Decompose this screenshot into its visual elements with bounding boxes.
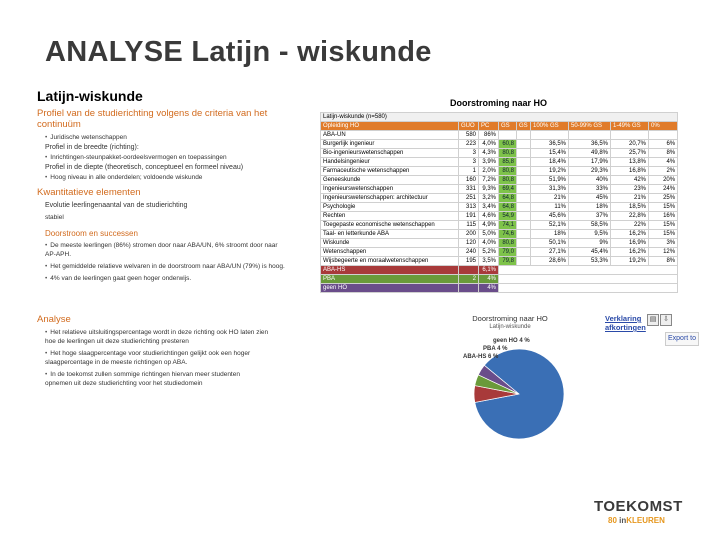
table-column-header: 0% (649, 122, 678, 131)
table-cell (517, 149, 531, 158)
pie-label: ABA-HS 6 % (463, 354, 499, 360)
table-cell: 8% (649, 257, 678, 266)
table-cell: 4% (479, 275, 499, 284)
table-cell: 223 (459, 140, 479, 149)
chart-subtitle: Latijn-wiskunde (489, 324, 531, 330)
section-quantitative: Kwantitatieve elementen (37, 187, 141, 198)
table-cell: 74,6 (499, 230, 517, 239)
list-item: slaagpercentage in de meeste richtingen op ABA. (45, 359, 188, 366)
slide-title: ANALYSE Latijn - wiskunde (45, 36, 432, 68)
table-cell: 20,7% (611, 140, 649, 149)
brand-logo (594, 484, 694, 534)
table-summary-row[interactable] (321, 284, 678, 293)
table-cell (531, 131, 569, 140)
chart-title: Doorstroming naar HO (472, 314, 548, 323)
table-cell: 331 (459, 185, 479, 194)
table-cell: 21% (531, 194, 569, 203)
table-cell: 13,8% (611, 158, 649, 167)
table-cell: 18% (569, 203, 611, 212)
table-cell: 4,0% (479, 239, 499, 248)
table-cell: 37% (569, 212, 611, 221)
table-column-header: PC (479, 122, 499, 131)
table-cell: 16,9% (611, 239, 649, 248)
table-cell: 1 (459, 167, 479, 176)
table-cell: 29,3% (569, 167, 611, 176)
table-row[interactable] (321, 194, 678, 203)
table-cell (517, 212, 531, 221)
table-cell: 74,1 (499, 221, 517, 230)
abbreviations-link[interactable]: Verklaring afkortingen (605, 314, 646, 332)
pie-label: geen HO 4 % (493, 338, 530, 344)
list-item: • Het relatieve uitsluitingspercentage wordt in deze richting ook HO laten zien (45, 329, 313, 337)
list-item: • 4% van de leerlingen gaat geen hoger onderwijs. (45, 275, 313, 283)
table-cell: 4,0% (479, 140, 499, 149)
table-cell: 16,2% (611, 230, 649, 239)
table-cell: 58,5% (569, 221, 611, 230)
list-item: • Hoog niveau in alle onderdelen; voldoende wiskunde (45, 174, 313, 182)
table-cell (517, 176, 531, 185)
table-cell: PBA (321, 275, 459, 284)
list-item: • De meeste leerlingen (86%) stromen door naar ABA/UN, 6% stroomt door naar (45, 242, 313, 250)
table-cell: 195 (459, 257, 479, 266)
table-cell (499, 284, 678, 293)
table-cell: geen HO (321, 284, 459, 293)
flow-table-panel (320, 98, 677, 332)
table-row[interactable] (321, 185, 678, 194)
table-cell: 69,4 (499, 185, 517, 194)
list-item: AP-APH. (45, 251, 72, 258)
table-cell: ABA-HS (321, 266, 459, 275)
table-cell: 2 (459, 275, 479, 284)
table-cell: Toegepaste economische wetenschappen (321, 221, 459, 230)
table-cell: 16,8% (611, 167, 649, 176)
list-item: hoe de leerlingen uit deze studierichting presteren (45, 338, 189, 345)
table-cell: 2,0% (479, 167, 499, 176)
table-cell: 200 (459, 230, 479, 239)
table-cell: 64,8 (499, 203, 517, 212)
table-cell: 80,8 (499, 239, 517, 248)
table-cell (517, 248, 531, 257)
table-cell: 3,2% (479, 194, 499, 203)
table-cell: 25% (649, 194, 678, 203)
page-title: Latijn-wiskunde (37, 88, 143, 104)
table-cell: Taal- en letterkunde ABA (321, 230, 459, 239)
table-column-header: 1-49% GS (611, 122, 649, 131)
table-column-header: 50-99% GS (569, 122, 611, 131)
table-cell: 4,6% (479, 212, 499, 221)
logo-sub-left: 80 (608, 516, 617, 525)
table-cell: Handelsingenieur (321, 158, 459, 167)
table-cell: 36,5% (569, 140, 611, 149)
table-cell: 7,2% (479, 176, 499, 185)
table-cell: 240 (459, 248, 479, 257)
table-column-header: GUO (459, 122, 479, 131)
table-column-header: GS (517, 122, 531, 131)
table-cell (459, 266, 479, 275)
table-cell (649, 131, 678, 140)
table-cell (517, 158, 531, 167)
table-cell: Bio-ingenieurswetenschappen (321, 149, 459, 158)
table-cell: 251 (459, 194, 479, 203)
table-cell: 22,8% (611, 212, 649, 221)
table-cell: 20% (649, 176, 678, 185)
table-cell: 15,4% (531, 149, 569, 158)
table-cell: 50,1% (531, 239, 569, 248)
table-cell: Psychologie (321, 203, 459, 212)
table-cell: 9% (569, 239, 611, 248)
table-cell: 22% (611, 221, 649, 230)
table-cell: 3,5% (479, 257, 499, 266)
table-cell: 79,8 (499, 257, 517, 266)
pie-label: PBA 4 % (483, 346, 508, 352)
table-cell: 11% (531, 203, 569, 212)
pie-chart-panel (415, 312, 697, 452)
table-cell (459, 284, 479, 293)
table-cell: 79,0 (499, 248, 517, 257)
table-cell (611, 131, 649, 140)
table-cell: 40% (569, 176, 611, 185)
table-cell: 54,9 (499, 212, 517, 221)
table-cell: Burgerlijk ingenieur (321, 140, 459, 149)
table-cell (517, 239, 531, 248)
section-profile: Profiel van de studierichting volgens de criteria van het continuüm (37, 108, 268, 130)
table-cell (517, 257, 531, 266)
print-icon[interactable]: ▤ (647, 314, 659, 326)
table-column-header: 100% GS (531, 122, 569, 131)
table-row[interactable] (321, 248, 678, 257)
table-cell: 115 (459, 221, 479, 230)
table-cell: 17,9% (569, 158, 611, 167)
table-cell: 45,6% (531, 212, 569, 221)
table-cell (517, 194, 531, 203)
list-item: stabiel (45, 214, 64, 221)
table-cell (517, 221, 531, 230)
table-cell: 15% (649, 230, 678, 239)
table-title: Doorstroming naar HO (449, 98, 547, 108)
table-cell: 2% (649, 167, 678, 176)
list-item: • Inrichtingen-steunpakket-oordeelsvermogen en toepassingen (45, 154, 313, 162)
table-cell: 23% (611, 185, 649, 194)
section-analysis: Analyse (37, 314, 71, 325)
table-cell: 15% (649, 203, 678, 212)
table-cell (517, 131, 531, 140)
table-row[interactable] (321, 221, 678, 230)
table-cell: 60,8 (499, 140, 517, 149)
table-subheader-row (321, 113, 678, 122)
table-cell: 80,8 (499, 176, 517, 185)
logo-text: TOEKOMST (594, 498, 683, 515)
list-item: • In de toekomst zullen sommige richtingen hiervan meer studenten (45, 371, 313, 379)
table-cell (517, 230, 531, 239)
table-cell: 4,9% (479, 221, 499, 230)
table-cell (517, 140, 531, 149)
table-row[interactable] (321, 131, 678, 140)
table-cell: 160 (459, 176, 479, 185)
table-cell: 19,2% (611, 257, 649, 266)
table-cell: 16,2% (611, 248, 649, 257)
table-cell (499, 266, 678, 275)
table-cell: 53,3% (569, 257, 611, 266)
table-cell: 5,0% (479, 230, 499, 239)
table-cell: 18,5% (611, 203, 649, 212)
logo-sub-mid: in (619, 516, 627, 525)
list-item: Evolutie leerlingenaantal van de studierichting (45, 202, 188, 209)
table-cell: Geneeskunde (321, 176, 459, 185)
table-cell: 3,9% (479, 158, 499, 167)
table-cell: 64,8 (499, 194, 517, 203)
table-cell: 4% (479, 284, 499, 293)
download-icon[interactable]: ⇩ (660, 314, 672, 326)
table-cell: 31,3% (531, 185, 569, 194)
list-item: • Juridische wetenschappen (45, 134, 313, 142)
table-row[interactable] (321, 230, 678, 239)
table-column-header: GS (499, 122, 517, 131)
table-cell: Ingenieurswetenschappen (321, 185, 459, 194)
export-button[interactable]: Export to (665, 332, 699, 346)
table-summary-row[interactable] (321, 275, 678, 284)
table-cell: 120 (459, 239, 479, 248)
table-cell (569, 131, 611, 140)
table-cell: 18% (531, 230, 569, 239)
table-cell: 313 (459, 203, 479, 212)
table-cell: 33% (569, 185, 611, 194)
table-cell: 580 (459, 131, 479, 140)
table-cell: 85,8 (499, 158, 517, 167)
table-row[interactable] (321, 212, 678, 221)
table-cell: 28,6% (531, 257, 569, 266)
profile-column (35, 84, 317, 452)
table-row[interactable] (321, 167, 678, 176)
table-row[interactable] (321, 176, 678, 185)
table-column-header: Opleiding HO (321, 122, 459, 131)
table-cell: 86% (479, 131, 499, 140)
table-cell: 6% (649, 140, 678, 149)
table-cell: 3 (459, 149, 479, 158)
table-cell (517, 167, 531, 176)
table-cell: 3,4% (479, 203, 499, 212)
table-row[interactable] (321, 140, 678, 149)
list-item: • Het gemiddelde relatieve welvaren in de doorstroom naar ABA/UN (79%) is hoog. (45, 263, 313, 271)
screenshot-panel (35, 84, 697, 452)
section-flow: Doorstroom en successen (45, 229, 138, 238)
table-cell: 4% (649, 158, 678, 167)
table-cell: 3% (649, 239, 678, 248)
table-cell: 25,7% (611, 149, 649, 158)
table-cell: 80,8 (499, 167, 517, 176)
table-row[interactable] (321, 203, 678, 212)
table-cell: 80,8 (499, 149, 517, 158)
table-cell: 27,1% (531, 248, 569, 257)
table-cell: 16% (649, 212, 678, 221)
table-row[interactable] (321, 149, 678, 158)
logo-sub-right: KLEUREN (626, 516, 665, 525)
table-cell (517, 185, 531, 194)
table-header-row (321, 122, 678, 131)
table-cell: 15% (649, 221, 678, 230)
table-cell: Farmaceutische wetenschappen (321, 167, 459, 176)
table-cell: Wijsbegeerte en moraalwetenschappen (321, 257, 459, 266)
table-cell: 45,4% (569, 248, 611, 257)
table-cell: 191 (459, 212, 479, 221)
table-cell: Wetenschappen (321, 248, 459, 257)
table-cell: 9,5% (569, 230, 611, 239)
table-summary-row[interactable] (321, 266, 678, 275)
table-cell: 36,5% (531, 140, 569, 149)
table-cell: 19,2% (531, 167, 569, 176)
table-row[interactable] (321, 158, 678, 167)
table-cell: Rechten (321, 212, 459, 221)
table-cell: 49,8% (569, 149, 611, 158)
table-subheader: Latijn-wiskunde (n=580) (321, 113, 678, 122)
table-cell: 21% (611, 194, 649, 203)
table-cell (499, 275, 678, 284)
table-cell: 12% (649, 248, 678, 257)
table-cell: 5,2% (479, 248, 499, 257)
table-cell: 52,1% (531, 221, 569, 230)
table-cell: 8% (649, 149, 678, 158)
table-cell: 51,9% (531, 176, 569, 185)
table-cell: 42% (611, 176, 649, 185)
table-cell: Ingenieurswetenschappen: architectuur (321, 194, 459, 203)
table-row[interactable] (321, 257, 678, 266)
table-cell: Wiskunde (321, 239, 459, 248)
table-cell: 45% (569, 194, 611, 203)
table-cell: 3 (459, 158, 479, 167)
table-cell (517, 203, 531, 212)
logo-subtitle (608, 516, 665, 525)
table-cell: 18,4% (531, 158, 569, 167)
list-item: • Het hoge slaagpercentage voor studierichtingen gelijkt ook een hoger (45, 350, 313, 358)
table-cell: ABA-UN (321, 131, 459, 140)
table-cell: 6,1% (479, 266, 499, 275)
list-item: Profiel in de breedte (richting): (45, 144, 139, 151)
table-cell: 4,3% (479, 149, 499, 158)
list-item: Profiel in de diepte (theoretisch, conceptueel en formeel niveau) (45, 164, 244, 171)
pie-chart (415, 312, 677, 452)
list-item: opnemen uit deze studierichting voor het studiedomein (45, 380, 203, 387)
table-cell: 9,3% (479, 185, 499, 194)
table-cell: 24% (649, 185, 678, 194)
table-cell (499, 131, 517, 140)
flow-table (320, 112, 678, 293)
table-row[interactable] (321, 239, 678, 248)
